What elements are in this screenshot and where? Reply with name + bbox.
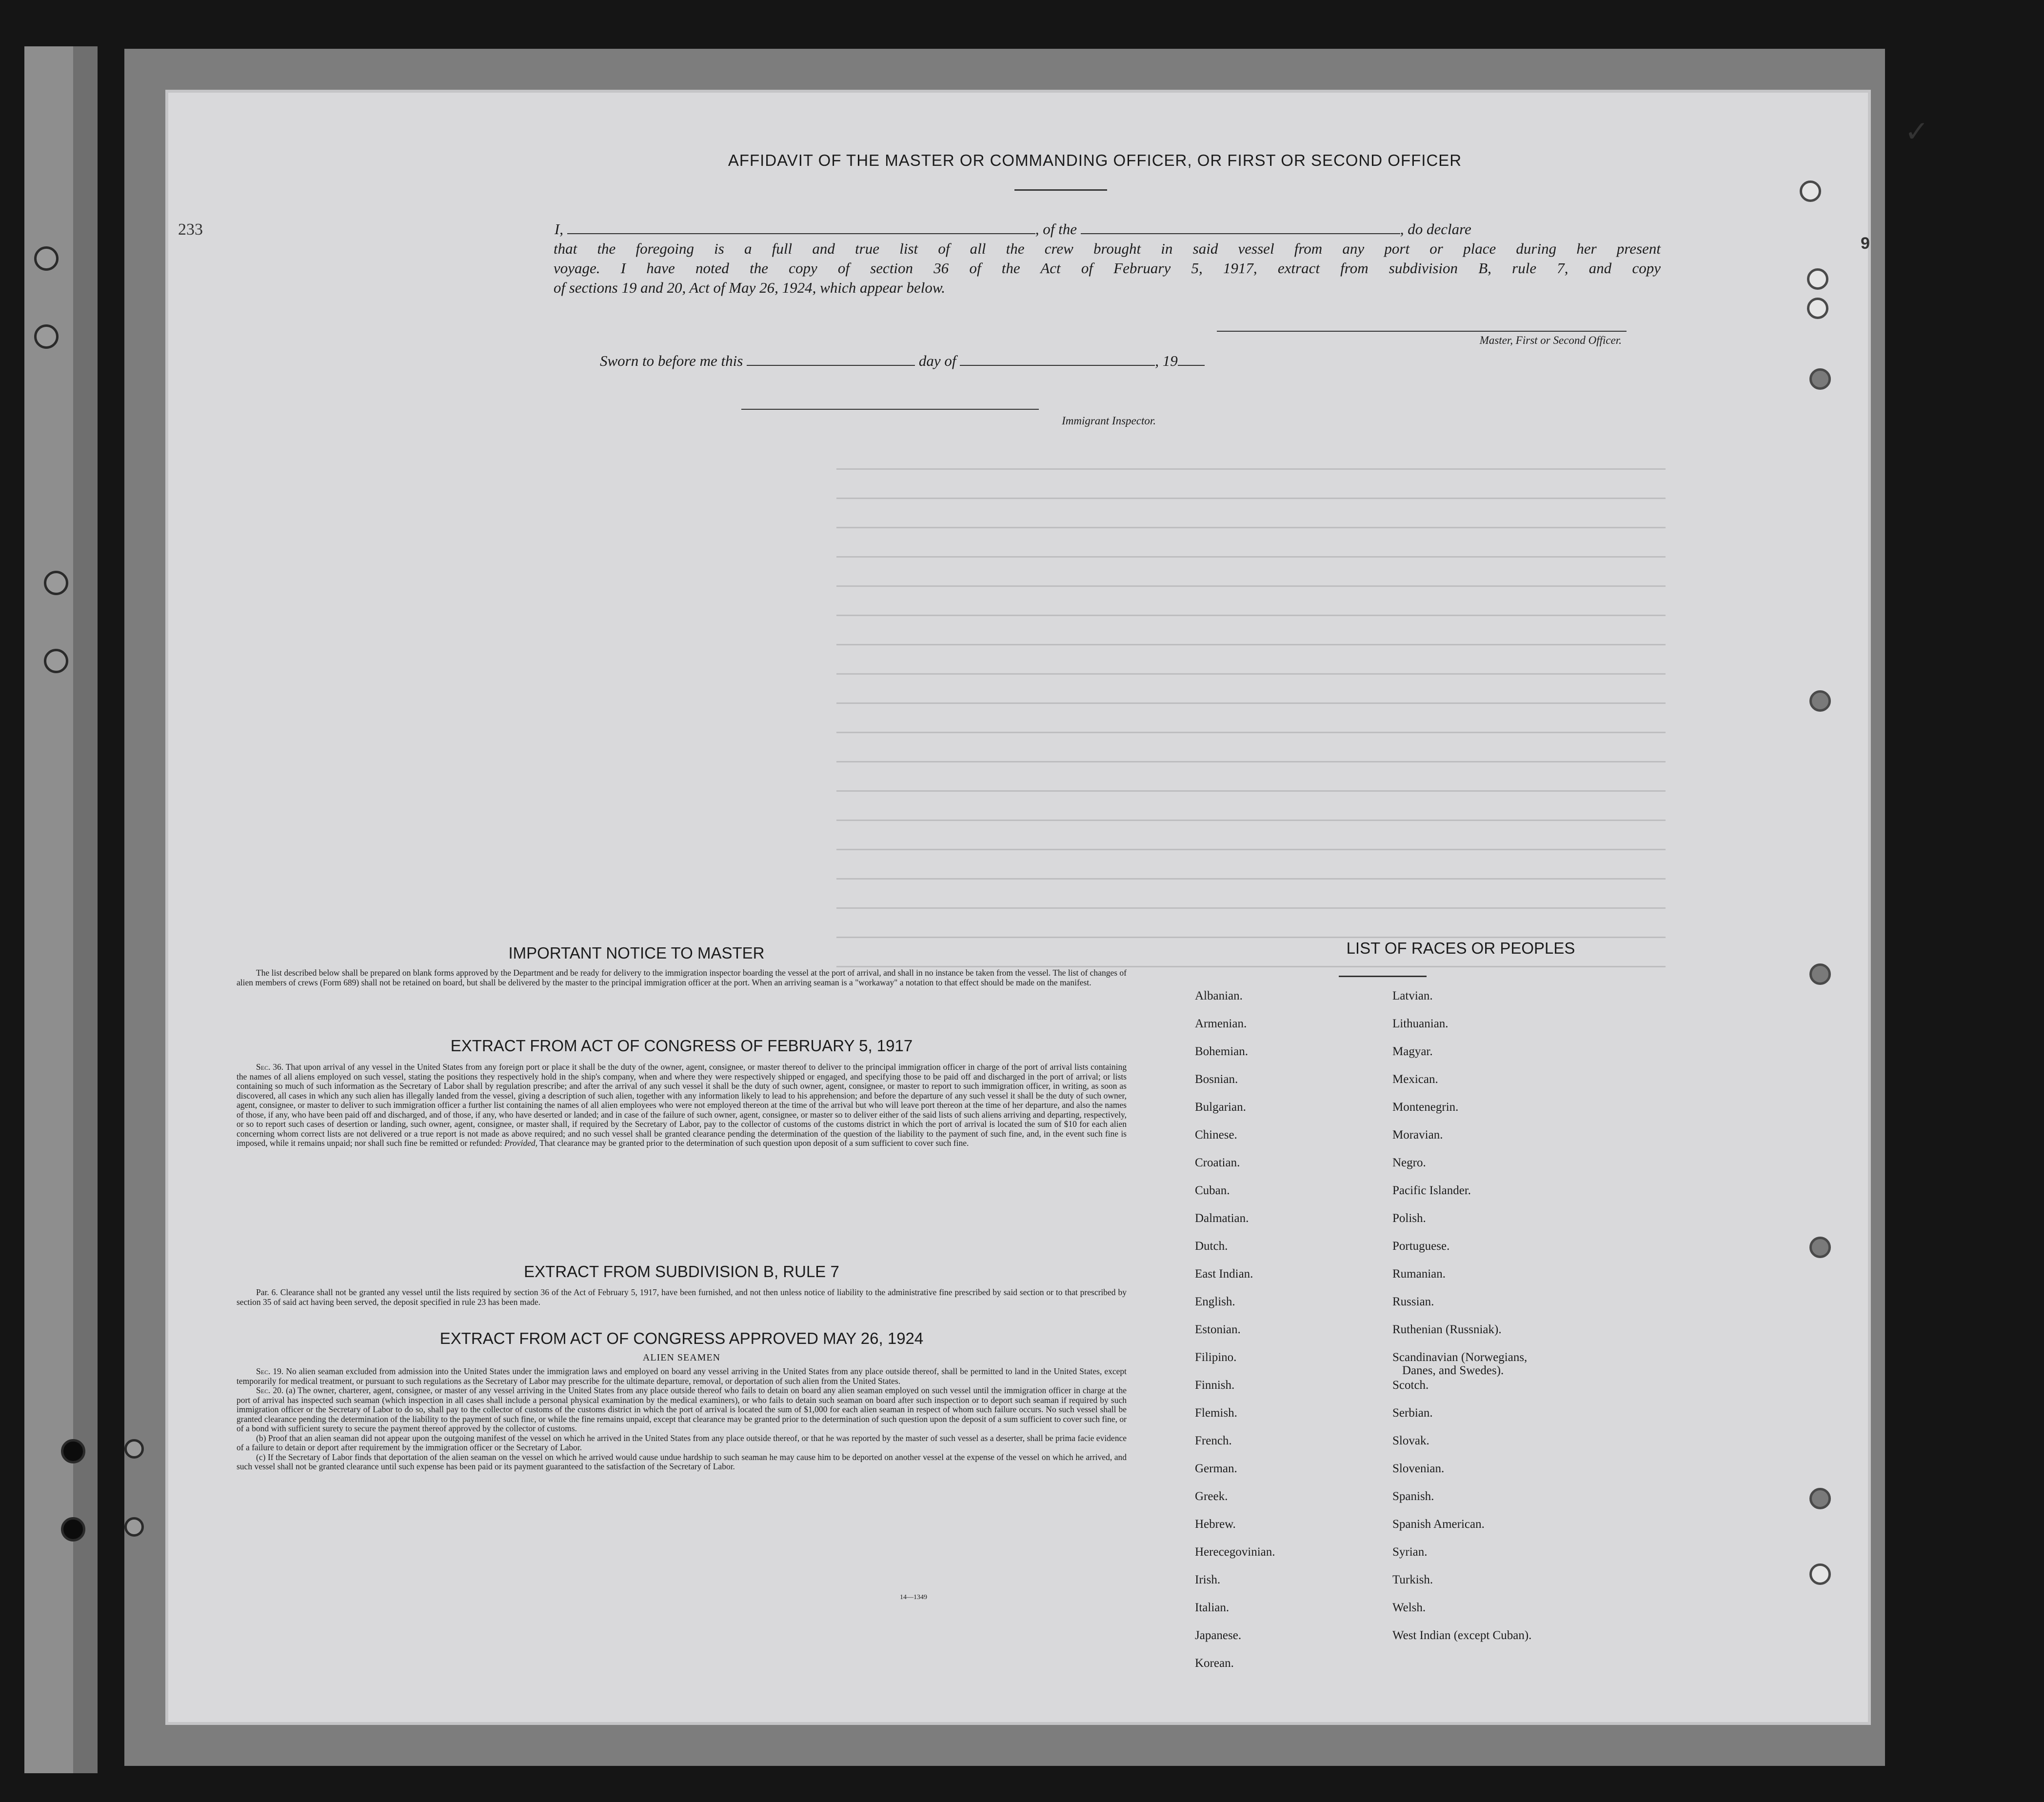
punch-hole bbox=[1809, 1563, 1831, 1585]
race-item: Albanian. bbox=[1195, 989, 1243, 1002]
race-item: Estonian. bbox=[1195, 1323, 1241, 1336]
race-item: Greek. bbox=[1195, 1490, 1228, 1503]
bleed-through-row bbox=[836, 468, 1666, 470]
bleed-through-row bbox=[836, 673, 1666, 675]
binder-hole bbox=[61, 1517, 85, 1542]
race-item: Spanish American. bbox=[1392, 1518, 1485, 1531]
punch-hole bbox=[1809, 368, 1831, 390]
sworn-line bbox=[600, 352, 1205, 370]
race-item: Syrian. bbox=[1392, 1545, 1428, 1559]
bleed-through-row bbox=[836, 498, 1666, 499]
bleed-through-row bbox=[836, 732, 1666, 733]
races-title-underline bbox=[1339, 976, 1427, 977]
race-item: Finnish. bbox=[1195, 1379, 1235, 1392]
bleed-through-row bbox=[836, 790, 1666, 792]
race-item: French. bbox=[1195, 1434, 1232, 1447]
declare-label: , do declare bbox=[1400, 220, 1471, 238]
form-page bbox=[168, 93, 1929, 1722]
race-item: Pacific Islander. bbox=[1392, 1184, 1471, 1197]
race-item: Russian. bbox=[1392, 1295, 1434, 1308]
race-item: Polish. bbox=[1392, 1212, 1426, 1225]
title-underline bbox=[1014, 189, 1107, 191]
race-item: Slovak. bbox=[1392, 1434, 1429, 1447]
binder-hole bbox=[34, 246, 59, 271]
act-1917-lead: Sec. 36. bbox=[256, 1062, 284, 1072]
binder-hole bbox=[124, 1517, 144, 1537]
inspector-signature-label: Immigrant Inspector. bbox=[1062, 415, 1156, 427]
bleed-through-row bbox=[836, 907, 1666, 909]
bleed-through-row bbox=[836, 644, 1666, 645]
race-item: Mexican. bbox=[1392, 1073, 1438, 1086]
race-item: West Indian (except Cuban). bbox=[1392, 1629, 1532, 1642]
punch-hole bbox=[1807, 298, 1828, 319]
sworn-label: Sworn to before me this bbox=[600, 352, 743, 369]
race-item: Turkish. bbox=[1392, 1573, 1433, 1586]
vessel-name-field[interactable] bbox=[1081, 233, 1400, 234]
punch-hole bbox=[1809, 963, 1831, 985]
race-item: German. bbox=[1195, 1462, 1237, 1475]
year-prefix-label: , 19 bbox=[1155, 352, 1178, 369]
race-item: Portuguese. bbox=[1392, 1240, 1450, 1253]
punch-hole bbox=[1809, 690, 1831, 712]
sec-20c-text: (c) If the Secretary of Labor finds that deportation of the alien seaman on the vessel on which he arrived would cause undue hardship to such seaman he may cause him to be deported on another vessel at the expense of the vessel on which he arrived, and such vessel shall not be granted clearance until such expense has been paid or its payment guaranteed to the satisfaction of the Secretary of Labor. bbox=[237, 1452, 1127, 1471]
race-item: Welsh. bbox=[1392, 1601, 1426, 1614]
bleed-through-row bbox=[836, 878, 1666, 880]
race-item: Montenegrin. bbox=[1392, 1101, 1459, 1114]
form-number: 14—1349 bbox=[900, 1594, 927, 1601]
rule-7-title: EXTRACT FROM SUBDIVISION B, RULE 7 bbox=[524, 1262, 839, 1281]
race-item: Spanish. bbox=[1392, 1490, 1434, 1503]
affidavit-line-3: voyage. I have noted the copy of section 36 of the Act of February 5, 1917, extract from subdivision B, rule 7, and copy bbox=[554, 260, 1661, 277]
act-1924-text bbox=[237, 1367, 1127, 1472]
race-item: Dalmatian. bbox=[1195, 1212, 1249, 1225]
race-item: Bohemian. bbox=[1195, 1045, 1249, 1058]
bleed-through-row bbox=[836, 761, 1666, 762]
races-title: LIST OF RACES OR PEOPLES bbox=[1346, 939, 1575, 957]
alien-seamen-subtitle: ALIEN SEAMEN bbox=[642, 1352, 721, 1363]
notice-text: The list described below shall be prepared on blank forms approved by the Department and be ready for delivery to the immigration inspector boarding the vessel at the port of arrival, and shall in no instance be taken from the vessel. The list of changes of alien members of crews (Form 689) shall not be retained on board, but shall be delivered by the master to the principal immigration officer at the port. When an arriving seaman is a "workaway" a notation to that effect should be made on the manifest. bbox=[237, 968, 1127, 987]
race-item: Latvian. bbox=[1392, 989, 1433, 1002]
race-item: Cuban. bbox=[1195, 1184, 1230, 1197]
master-signature-line[interactable] bbox=[1217, 331, 1627, 332]
race-item: Scandinavian (Norwegians, bbox=[1392, 1351, 1528, 1364]
sworn-day-field[interactable] bbox=[747, 365, 915, 366]
act-1917-proviso: That clearance may be granted prior to the determination of such question upon deposit of a sum sufficient to cover such fine. bbox=[539, 1138, 969, 1148]
race-item: Slovenian. bbox=[1392, 1462, 1445, 1475]
race-item: Lithuanian. bbox=[1392, 1017, 1449, 1030]
affidavit-line-4: of sections 19 and 20, Act of May 26, 1924, which appear below. bbox=[554, 279, 946, 296]
bleed-through-row bbox=[836, 585, 1666, 587]
bleed-through-row bbox=[836, 849, 1666, 850]
sec-20b-text: (b) Proof that an alien seaman did not appear upon the outgoing manifest of the vessel on which he arrived in the United States from any place outside thereof, or that he was reported by the master of such vessel as a deserter, shall be prima facie evidence of a failure to detain or deport after requirement by the immigration officer or the Secretary of Labor. bbox=[237, 1433, 1127, 1452]
race-item: Magyar. bbox=[1392, 1045, 1433, 1058]
races-right-column bbox=[1392, 989, 1734, 1642]
punch-hole bbox=[1807, 268, 1828, 290]
race-item: Dutch. bbox=[1195, 1240, 1228, 1253]
race-item: Croatian. bbox=[1195, 1156, 1240, 1169]
race-item: Herecegovinian. bbox=[1195, 1545, 1275, 1559]
race-item: Irish. bbox=[1195, 1573, 1221, 1586]
race-item: Armenian. bbox=[1195, 1017, 1247, 1030]
race-item: Danes, and Swedes). bbox=[1402, 1364, 1504, 1377]
binder-hole bbox=[34, 324, 59, 349]
day-of-label: day of bbox=[918, 352, 956, 369]
notice-title: IMPORTANT NOTICE TO MASTER bbox=[508, 944, 765, 962]
race-item: Hebrew. bbox=[1195, 1518, 1236, 1531]
act-1924-title: EXTRACT FROM ACT OF CONGRESS APPROVED MAY 26, 1924 bbox=[439, 1329, 924, 1347]
act-1917-text bbox=[237, 1062, 1127, 1148]
sworn-year-field[interactable] bbox=[1178, 365, 1205, 366]
rule-7-text: Par. 6. Clearance shall not be granted any vessel until the lists required by section 36 of the Act of February 5, 1917, have been furnished, and not then unless notice of liability to the administrative fine prescribed by said section or to that prescribed by section 35 of said act having been served, the deposit specified in rule 23 has been made. bbox=[237, 1287, 1127, 1307]
race-item: Serbian. bbox=[1392, 1406, 1433, 1420]
bleed-through-row bbox=[836, 820, 1666, 821]
inspector-signature-line[interactable] bbox=[741, 409, 1039, 410]
binder-hole bbox=[44, 571, 68, 595]
bleed-through-row bbox=[836, 615, 1666, 616]
sec-20a-paragraph bbox=[237, 1386, 1127, 1434]
race-item: Flemish. bbox=[1195, 1406, 1237, 1420]
sec-19-paragraph bbox=[237, 1367, 1127, 1386]
race-item: Italian. bbox=[1195, 1601, 1230, 1614]
of-the-label: , of the bbox=[1035, 220, 1077, 238]
race-item: East Indian. bbox=[1195, 1267, 1253, 1281]
act-1917-title: EXTRACT FROM ACT OF CONGRESS OF FEBRUARY 5, 1917 bbox=[450, 1037, 913, 1055]
race-item: Filipino. bbox=[1195, 1351, 1237, 1364]
race-item: Korean. bbox=[1195, 1657, 1234, 1670]
race-item: Chinese. bbox=[1195, 1128, 1237, 1141]
race-item: Rumanian. bbox=[1392, 1267, 1446, 1281]
declarant-name-field[interactable] bbox=[567, 233, 1035, 234]
check-mark: ✓ bbox=[1905, 116, 1929, 148]
punch-hole bbox=[1809, 1237, 1831, 1258]
bleed-through-row bbox=[836, 556, 1666, 558]
declarant-label: I, bbox=[554, 220, 563, 238]
bleed-through-row bbox=[836, 702, 1666, 704]
binder-hole bbox=[44, 649, 68, 673]
sec-19-text: No alien seaman excluded from admission into the United States under the immigration laws and employed on board any vessel arriving in the United States from any place outside thereof, shall be permitted to land in the United States, except temporarily for medical treatment, or pursuant to such regulations as the Secretary of Labor may prescribe for the ultimate departure, removal, or deportation of such alien from the United States. bbox=[237, 1366, 1127, 1386]
stamp-left: 233 bbox=[178, 220, 203, 239]
race-item: Bosnian. bbox=[1195, 1073, 1238, 1086]
binder-hole bbox=[124, 1439, 144, 1459]
punch-hole bbox=[1809, 1488, 1831, 1509]
race-item: Moravian. bbox=[1392, 1128, 1443, 1141]
punch-hole bbox=[1800, 180, 1821, 202]
sec-20-lead: Sec. 20. bbox=[256, 1385, 284, 1395]
race-item: Japanese. bbox=[1195, 1629, 1242, 1642]
races-left-column bbox=[1195, 989, 1390, 1670]
race-item: English. bbox=[1195, 1295, 1235, 1308]
act-1917-body: That upon arrival of any vessel in the United States from any foreign port or place it shall be the duty of the owner, agent, consignee, or master thereof to deliver to the principal immigration officer in charge of the port of arrival lists containing the names of all aliens employed on such vessel, stating the positions they respectively hold in the ship's company, when and where they were respectively shipped or engaged, and specifying those to be paid off and discharged in the port of arrival; or lists containing so much of such information as the Secretary of Labor shall by regulation prescribe; and after the arrival of any such vessel it shall be the duty of such owner, agent, consignee, or master to report to such immigration officer, in writing, as soon as discovered, all cases in which any such alien has illegally landed from the vessel, giving a description of such alien, together with any information likely to lead to his apprehension; and before the departure of any such vessel it shall be the duty of such owner, agent, consignee, or master to deliver to such immigration officer a further list containing the names of all alien employees who were not employed thereon at the time of the arrival but who will leave port thereon at the time of her departure, and also the names of those, if any, who have been paid off and discharged, and of those, if any, who have deserted or landed; and in case of the failure of such owner, agent, consignee, or master so to deliver either of the said lists of such aliens arriving and departing, respectively, or so to report such cases of desertion or landing, such owner, agent, consignee, or master shall, if required by the Secretary of Labor, pay to the collector of customs of the customs district in which the port of arrival is located the sum of $10 for each alien concerning whom correct lists are not delivered or a true report is not made as above required; and no such vessel shall be granted clearance pending the determination of the question of the liability to the payment of such fine, and, in the event such fine is imposed, while it remains unpaid; nor shall such fine be remitted or refunded: bbox=[237, 1062, 1127, 1148]
sworn-month-field[interactable] bbox=[960, 365, 1155, 366]
affidavit-line-2: that the foregoing is a full and true list of all the crew brought in said vessel from any port or place during her present bbox=[554, 240, 1661, 257]
bleed-through-row bbox=[836, 937, 1666, 938]
race-item: Ruthenian (Russniak). bbox=[1392, 1323, 1502, 1336]
sec-19-lead: Sec. 19. bbox=[256, 1366, 284, 1376]
master-signature-label: Master, First or Second Officer. bbox=[1479, 334, 1622, 346]
binder-strip-inner bbox=[73, 46, 98, 1773]
race-item: Scotch. bbox=[1392, 1379, 1429, 1392]
act-1917-proviso-label: Provided, bbox=[504, 1138, 538, 1148]
race-item: Negro. bbox=[1392, 1156, 1426, 1169]
binder-hole bbox=[61, 1439, 85, 1463]
bleed-through-row bbox=[836, 966, 1666, 967]
stamp-right: 9 bbox=[1861, 234, 1870, 253]
race-item: Bulgarian. bbox=[1195, 1101, 1246, 1114]
sec-20a-text: (a) The owner, charterer, agent, consignee, or master of any vessel arriving in the United States from any place outside thereof who fails to detain on board any alien seaman employed on such vessel until the immigration officer in charge at the port of arrival has inspected such seaman (which inspection in all cases shall include a personal physical examination by the medical examiners), or who fails to detain such seaman on board after such inspection or to deport such seaman if required by such immigration officer or the Secretary of Labor to do so, shall pay to the collector of customs of the customs district in which the port of arrival is located the sum of $1,000 for each alien seaman in respect of whom such failure occurs. No such vessel shall be granted clearance pending the determination of the liability to the payment of such fine, or while the fine remains unpaid, except that clearance may be granted prior to the determination of such question upon the deposit of a sum sufficient to cover such fine, or of a bond with sufficient surety to secure the payment thereof approved by the collector of customs. bbox=[237, 1385, 1127, 1433]
affidavit-title: AFFIDAVIT OF THE MASTER OR COMMANDING OFFICER, OR FIRST OR SECOND OFFICER bbox=[728, 151, 1462, 169]
affidavit-line-1 bbox=[527, 220, 1663, 238]
bleed-through-row bbox=[836, 527, 1666, 528]
